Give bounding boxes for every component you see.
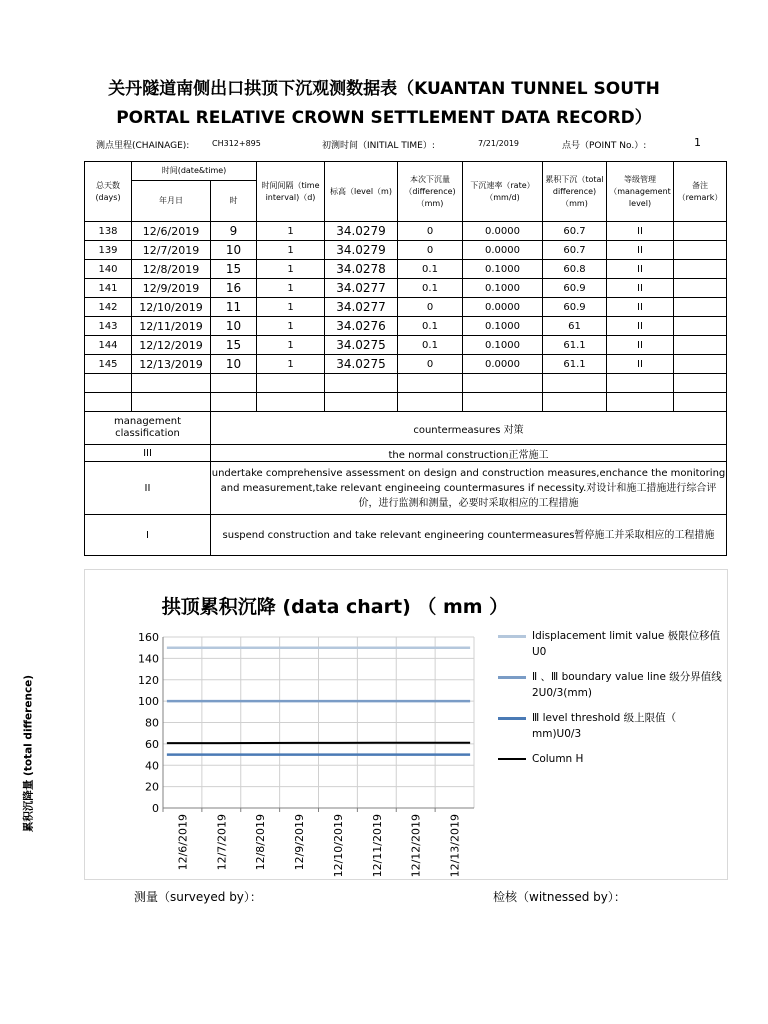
initial-time-value: 7/21/2019 (478, 139, 520, 148)
witnessed-by-label: 检核（witnessed by）： (493, 890, 626, 904)
legend-label: Ⅱ 、Ⅲ boundary value line 级分界值线 2U0/3(mm) (532, 671, 722, 699)
y-tick-label: 0 (152, 802, 159, 815)
table-row-empty (85, 374, 727, 393)
chart-legend (498, 628, 723, 776)
cell-total: 60.8 (543, 260, 607, 279)
cell-grade: II (607, 241, 674, 260)
cell-grade: II (607, 298, 674, 317)
cell-days: 144 (85, 336, 132, 355)
table-row (85, 355, 727, 374)
cell-date: 12/6/2019 (132, 222, 211, 241)
cell-date: 12/10/2019 (132, 298, 211, 317)
cell-diff: 0.1 (398, 279, 463, 298)
x-tick-label: 12/12/2019 (409, 814, 423, 878)
legend-swatch (498, 676, 526, 679)
header-hour: 时 (211, 181, 257, 222)
cell-remark (674, 336, 727, 355)
cell-grade: II (607, 279, 674, 298)
cell-remark (674, 355, 727, 374)
cell-grade: II (607, 317, 674, 336)
cell-remark (674, 241, 727, 260)
page-title-line2: PORTAL RELATIVE CROWN SETTLEMENT DATA RECORD） (116, 108, 652, 128)
cell-level: 34.0275 (325, 355, 398, 374)
x-tick-label: 12/9/2019 (293, 814, 307, 871)
table-row (85, 241, 727, 260)
cell-diff: 0 (398, 355, 463, 374)
cell-hour: 15 (211, 336, 257, 355)
table-row (85, 222, 727, 241)
initial-time-label: 初测时间（INITIAL TIME）: (322, 141, 435, 151)
cell-hour: 10 (211, 241, 257, 260)
cell-rate: 0.0000 (463, 298, 543, 317)
cell-level: 34.0276 (325, 317, 398, 336)
y-tick-label: 160 (138, 631, 159, 644)
y-tick-label: 60 (145, 737, 159, 751)
cell-total: 60.7 (543, 241, 607, 260)
table-row (85, 260, 727, 279)
cell-remark (674, 222, 727, 241)
x-tick-label: 12/8/2019 (254, 814, 268, 871)
cell-remark (674, 317, 727, 336)
cell-diff: 0 (398, 222, 463, 241)
cell-level: 34.0279 (325, 222, 398, 241)
table-row (85, 336, 727, 355)
table-row-empty (85, 393, 727, 412)
cell-days: 142 (85, 298, 132, 317)
header-remark: 备注（remark） (674, 162, 727, 222)
cell-days: 143 (85, 317, 132, 336)
legend-item (498, 751, 723, 767)
cell-remark (674, 279, 727, 298)
countermeasure-II: undertake comprehensive assessment on design and construction measures,enchance the monitoring and measurement,take relevant engineeing countermasures if necessity.对设计和施工措施进行综合评价，进行监测和测量，必要时采取相应的工程措施 (211, 462, 727, 515)
cell-date: 12/7/2019 (132, 241, 211, 260)
cell-days: 139 (85, 241, 132, 260)
chart-container (84, 569, 728, 880)
cell-rate: 0.1000 (463, 317, 543, 336)
cell-hour: 11 (211, 298, 257, 317)
header-total-difference: 累积下沉（total difference)（mm) (543, 162, 607, 222)
header-level: 标高（level（m) (325, 162, 398, 222)
legend-label: Ⅲ level threshold 级上限值（ mm)U0/3 (532, 712, 677, 740)
cell-interval: 1 (257, 317, 325, 336)
management-level-II: II (85, 462, 211, 515)
cell-interval: 1 (257, 279, 325, 298)
cell-interval: 1 (257, 241, 325, 260)
management-classification-label: management classification (85, 412, 211, 445)
cell-grade: II (607, 355, 674, 374)
cell-grade: II (607, 336, 674, 355)
header-interval: 时间间隔（time interval)（d) (257, 162, 325, 222)
header-difference: 本次下沉量（difference)（mm) (398, 162, 463, 222)
cell-days: 140 (85, 260, 132, 279)
cell-total: 61.1 (543, 355, 607, 374)
surveyed-by-label: 测量（surveyed by）： (134, 890, 262, 904)
header-date: 年月日 (132, 181, 211, 222)
y-tick-label: 80 (145, 716, 159, 730)
cell-diff: 0.1 (398, 317, 463, 336)
cell-days: 138 (85, 222, 132, 241)
cell-date: 12/11/2019 (132, 317, 211, 336)
cell-hour: 16 (211, 279, 257, 298)
cell-hour: 10 (211, 355, 257, 374)
cell-hour: 9 (211, 222, 257, 241)
cell-interval: 1 (257, 298, 325, 317)
cell-date: 12/9/2019 (132, 279, 211, 298)
cell-level: 34.0279 (325, 241, 398, 260)
cell-total: 60.7 (543, 222, 607, 241)
countermeasure-III: the normal construction正常施工 (211, 445, 727, 462)
header-total-days: 总天数(days) (85, 162, 132, 222)
cell-level: 34.0275 (325, 336, 398, 355)
cell-total: 61 (543, 317, 607, 336)
cell-level: 34.0277 (325, 279, 398, 298)
cell-interval: 1 (257, 222, 325, 241)
cell-hour: 15 (211, 260, 257, 279)
cell-interval: 1 (257, 260, 325, 279)
legend-item (498, 669, 723, 701)
cell-level: 34.0277 (325, 298, 398, 317)
x-tick-label: 12/11/2019 (370, 814, 384, 878)
y-tick-label: 120 (138, 673, 159, 687)
cell-rate: 0.1000 (463, 336, 543, 355)
countermeasures-header: countermeasures 对策 (211, 412, 727, 445)
x-tick-label: 12/6/2019 (176, 814, 190, 871)
cell-remark (674, 260, 727, 279)
table-row (85, 317, 727, 336)
legend-label: Idisplacement limit value 极限位移值 U0 (532, 630, 721, 658)
chainage-value: CH312+895 (212, 139, 261, 148)
cell-rate: 0.1000 (463, 279, 543, 298)
cell-diff: 0.1 (398, 336, 463, 355)
header-grade: 等级管理（management level) (607, 162, 674, 222)
chainage-label: 测点里程(CHAINAGE): (96, 141, 190, 151)
header-rate: 下沉速率（rate）（mm/d) (463, 162, 543, 222)
cell-rate: 0.0000 (463, 222, 543, 241)
legend-item (498, 710, 723, 742)
table-row (85, 279, 727, 298)
cell-diff: 0 (398, 298, 463, 317)
cell-remark (674, 298, 727, 317)
legend-label: Column H (532, 753, 584, 765)
cell-interval: 1 (257, 355, 325, 374)
countermeasure-I: suspend construction and take relevant engineering countermeasures暂停施工并采取相应的工程措施 (211, 515, 727, 556)
cell-rate: 0.0000 (463, 241, 543, 260)
cell-total: 60.9 (543, 298, 607, 317)
cell-total: 61.1 (543, 336, 607, 355)
legend-swatch (498, 717, 526, 720)
y-tick-label: 100 (138, 695, 159, 709)
x-tick-label: 12/10/2019 (331, 814, 345, 878)
header-datetime: 时间(date&time) (132, 162, 257, 181)
table-row (85, 298, 727, 317)
x-tick-label: 12/13/2019 (448, 814, 462, 878)
point-value: 1 (694, 136, 701, 149)
cell-grade: II (607, 222, 674, 241)
cell-days: 145 (85, 355, 132, 374)
cell-date: 12/8/2019 (132, 260, 211, 279)
legend-swatch (498, 758, 526, 760)
cell-interval: 1 (257, 336, 325, 355)
cell-diff: 0 (398, 241, 463, 260)
cell-date: 12/12/2019 (132, 336, 211, 355)
management-level-III: III (85, 445, 211, 462)
y-tick-label: 140 (138, 652, 159, 666)
cell-total: 60.9 (543, 279, 607, 298)
x-tick-label: 12/7/2019 (215, 814, 229, 871)
cell-date: 12/13/2019 (132, 355, 211, 374)
legend-item (498, 628, 723, 660)
y-tick-label: 20 (145, 780, 159, 794)
y-tick-label: 40 (145, 759, 159, 773)
cell-hour: 10 (211, 317, 257, 336)
management-level-I: I (85, 515, 211, 556)
cell-rate: 0.1000 (463, 260, 543, 279)
chart-title: 拱顶累积沉降 (data chart) （ mm ） (161, 596, 509, 618)
cell-level: 34.0278 (325, 260, 398, 279)
settlement-table (84, 161, 727, 556)
cell-rate: 0.0000 (463, 355, 543, 374)
page-title-line1: 关丹隧道南侧出口拱顶下沉观测数据表（KUANTAN TUNNEL SOUTH (108, 79, 660, 99)
chart-y-axis-label: 累积沉降量 (total difference) (22, 674, 35, 833)
point-label: 点号（POINT No.）: (562, 141, 647, 151)
cell-diff: 0.1 (398, 260, 463, 279)
cell-days: 141 (85, 279, 132, 298)
legend-swatch (498, 635, 526, 638)
cell-grade: II (607, 260, 674, 279)
